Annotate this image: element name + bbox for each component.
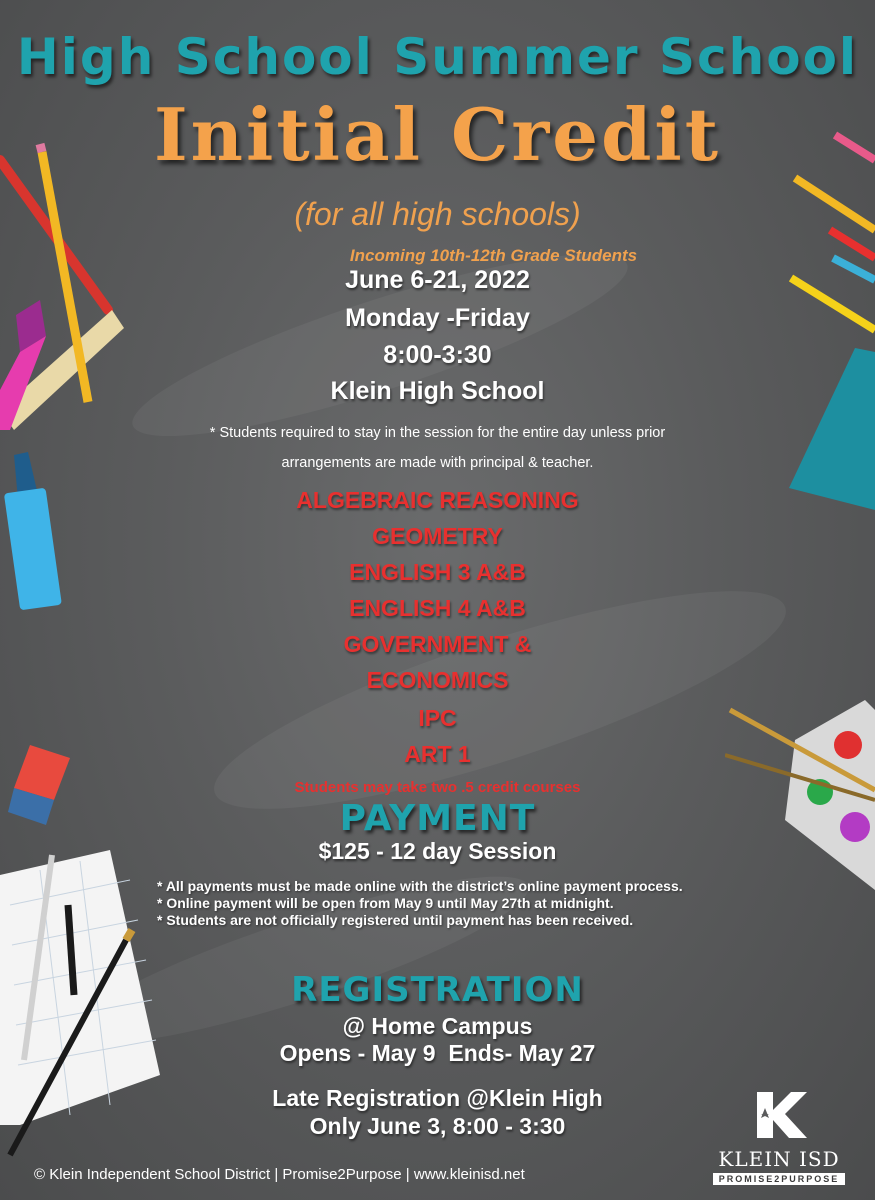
attendance-note — [0, 418, 875, 478]
session-location: Klein High School — [330, 377, 545, 405]
payment-heading: PAYMENT — [339, 798, 536, 839]
course-item: ENGLISH 4 A&B — [349, 595, 526, 621]
course-item: ALGEBRAIC REASONING — [296, 487, 579, 513]
course-item: ECONOMICS — [366, 667, 509, 693]
session-dates: June 6-21, 2022 — [345, 266, 530, 294]
footer-text: © Klein Independent School District | Promise2Purpose | www.kleinisd.net — [34, 1166, 525, 1183]
registration-heading: REGISTRATION — [291, 970, 584, 1010]
klein-k-logo-icon — [751, 1090, 807, 1140]
grade-eligibility: Incoming 10th-12th Grade Students — [349, 246, 638, 265]
course-item: ART 1 — [404, 741, 471, 767]
course-credit-note: Students may take two .5 credit courses — [294, 779, 581, 796]
attendance-note-line: * Students required to stay in the session for the entire day unless prior — [209, 425, 666, 441]
session-days: Monday -Friday — [345, 304, 530, 332]
late-registration: Late Registration @Klein High — [272, 1085, 603, 1111]
course-item: ENGLISH 3 A&B — [349, 559, 526, 585]
logo-name: KLEIN ISD — [718, 1147, 840, 1171]
program-title: Initial Credit — [153, 92, 722, 177]
logo-tagline: PROMISE2PURPOSE — [713, 1173, 845, 1185]
payment-notes — [157, 878, 683, 929]
main-title: High School Summer School — [16, 28, 859, 86]
registration-campus: @ Home Campus — [342, 1013, 533, 1039]
payment-note: * All payments must be made online with the district’s online payment process. — [157, 878, 683, 894]
course-list — [0, 482, 875, 772]
course-item: GOVERNMENT & — [343, 631, 532, 657]
payment-note: * Students are not officially registered until payment has been received. — [157, 912, 634, 928]
attendance-note-line: arrangements are made with principal & teacher. — [281, 455, 594, 471]
payment-note: * Online payment will be open from May 9 until May 27th at midnight. — [157, 895, 614, 911]
late-registration-date: Only June 3, 8:00 - 3:30 — [309, 1113, 566, 1139]
klein-isd-logo — [705, 1090, 853, 1182]
registration-window: Opens - May 9 Ends- May 27 — [279, 1040, 596, 1066]
session-hours: 8:00-3:30 — [383, 341, 492, 369]
program-subtitle: (for all high schools) — [294, 196, 581, 232]
course-item: GEOMETRY — [372, 523, 503, 549]
course-item: IPC — [418, 705, 457, 731]
payment-amount: $125 - 12 day Session — [318, 838, 557, 864]
